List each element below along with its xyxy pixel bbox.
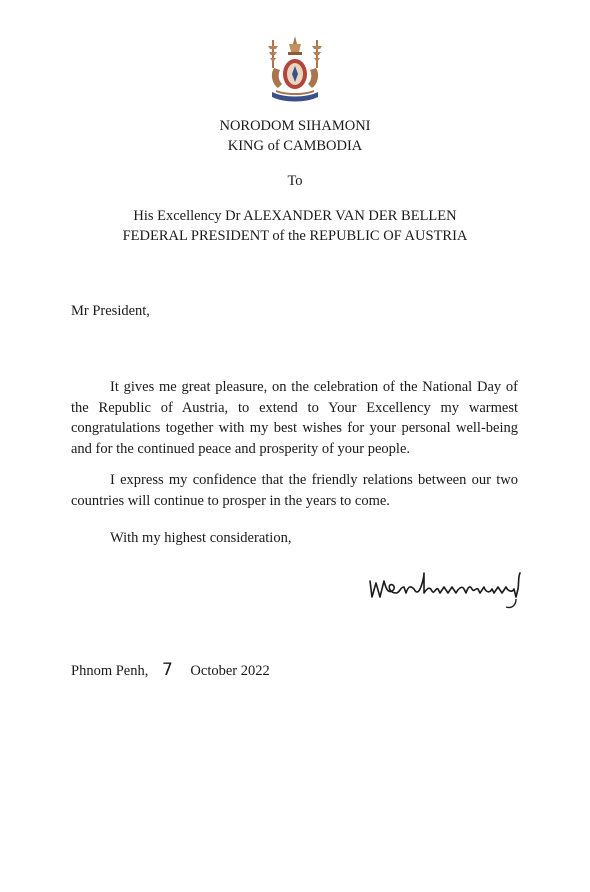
recipient-block xyxy=(0,206,590,246)
salutation: Mr President, xyxy=(71,303,150,319)
to-label: To xyxy=(287,173,303,189)
date-month-year: October 2022 xyxy=(190,663,270,679)
recipient-line-2: FEDERAL PRESIDENT of the REPUBLIC OF AUSTRIA xyxy=(122,228,468,244)
royal-arms-of-cambodia-icon xyxy=(260,34,330,106)
signature xyxy=(366,563,526,613)
recipient-line-1: His Excellency Dr ALEXANDER VAN DER BELLEN xyxy=(133,208,457,224)
date-city: Phnom Penh, xyxy=(71,663,149,679)
date-day: 7 xyxy=(161,660,173,680)
letterhead xyxy=(0,116,590,156)
closing-line: With my highest consideration, xyxy=(110,530,292,546)
date-line xyxy=(71,660,270,680)
paragraph-1-text: It gives me great pleasure, on the celebration of the National Day of the Republic of Austria, to extend to Your Excellency my warmest congratulations together with my best wishes for your personal well-being and for the continued peace and prosperity of your people. xyxy=(71,379,518,457)
body-paragraph-2 xyxy=(71,470,518,511)
paragraph-2-text: I express my confidence that the friendly relations between our two countries will continue to prosper in the years to come. xyxy=(71,472,518,509)
sender-name: NORODOM SIHAMONI xyxy=(219,118,371,134)
body-paragraph-1 xyxy=(71,377,518,459)
sender-title: KING of CAMBODIA xyxy=(227,138,363,154)
